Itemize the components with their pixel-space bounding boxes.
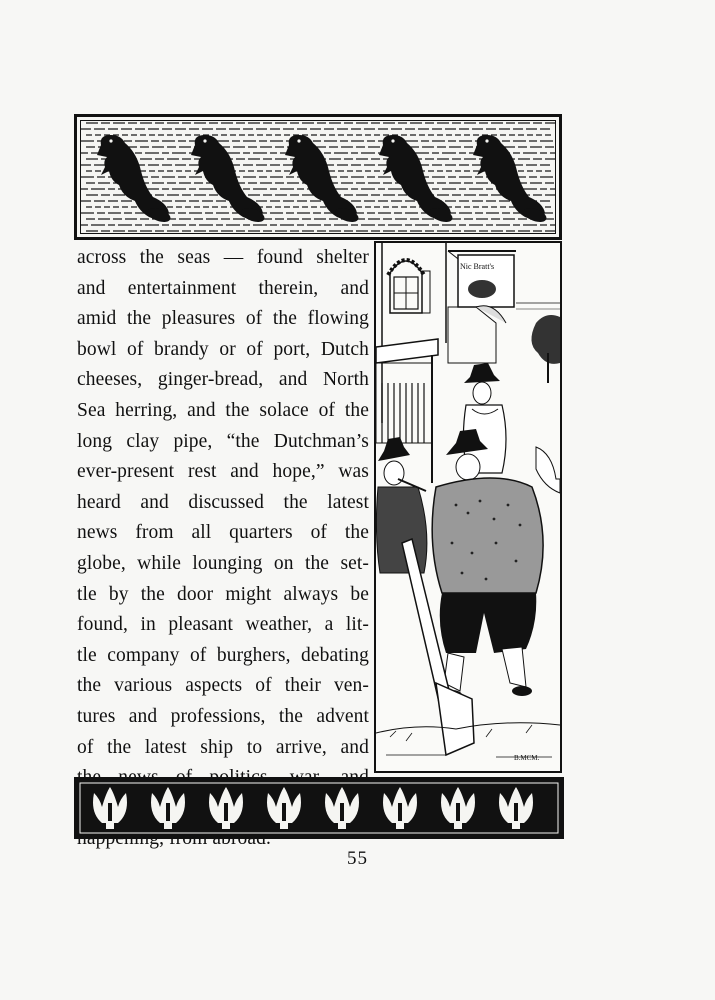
- text-line: ever-present rest and hope,” was: [77, 461, 369, 483]
- illustration-drawing: [376, 243, 560, 771]
- tavern-sign: [448, 251, 516, 307]
- beaver-icon: [191, 135, 266, 225]
- sign-text: Nic Bratt's: [460, 262, 495, 271]
- beaver-icon: [473, 135, 548, 225]
- text-line: long clay pipe, “the Dutchman’s: [77, 430, 369, 452]
- text-line: news from all quarters of the: [77, 522, 369, 544]
- text-line: and entertainment therein, and: [77, 277, 369, 299]
- text-line: amid the pleasures of the flowing: [77, 308, 369, 330]
- text-line: bowl of brandy or of port, Dutch: [77, 338, 369, 360]
- text-line: found, in pleasant weather, a lit-: [77, 614, 369, 636]
- text-line: tle by the door might always be: [77, 583, 369, 605]
- beaver-icon: [379, 135, 454, 225]
- text-line: across the seas — found shelter: [77, 247, 369, 268]
- text-line: the various aspects of their ven-: [77, 675, 369, 697]
- beaver-icon: [97, 135, 172, 225]
- tulip-frieze: [76, 779, 562, 837]
- window-drawing: [388, 260, 430, 313]
- page-number: 55: [347, 848, 368, 869]
- artist-signature: B.MCM.: [514, 754, 540, 762]
- text-line: tures and professions, the advent: [77, 705, 369, 727]
- text-line: Sea herring, and the solace of the: [77, 399, 369, 421]
- beaver-ornament-band: [74, 114, 562, 240]
- beaver-frieze: [77, 117, 559, 237]
- text-line: heard and discussed the latest: [77, 491, 369, 513]
- tulip-ornament-band: [74, 777, 564, 839]
- beaver-icon: [285, 135, 360, 225]
- seated-burgher: [376, 437, 427, 573]
- tavern-illustration: [374, 241, 562, 773]
- text-line: tle company of burghers, debating: [77, 644, 369, 666]
- tree-drawing: [531, 315, 560, 383]
- body-text: [77, 243, 369, 855]
- text-line: cheeses, ginger-bread, and North: [77, 369, 369, 391]
- text-line: globe, while lounging on the set-: [77, 552, 369, 574]
- porch-drawing: [376, 339, 438, 483]
- text-line: of the latest ship to arrive, and: [77, 736, 369, 758]
